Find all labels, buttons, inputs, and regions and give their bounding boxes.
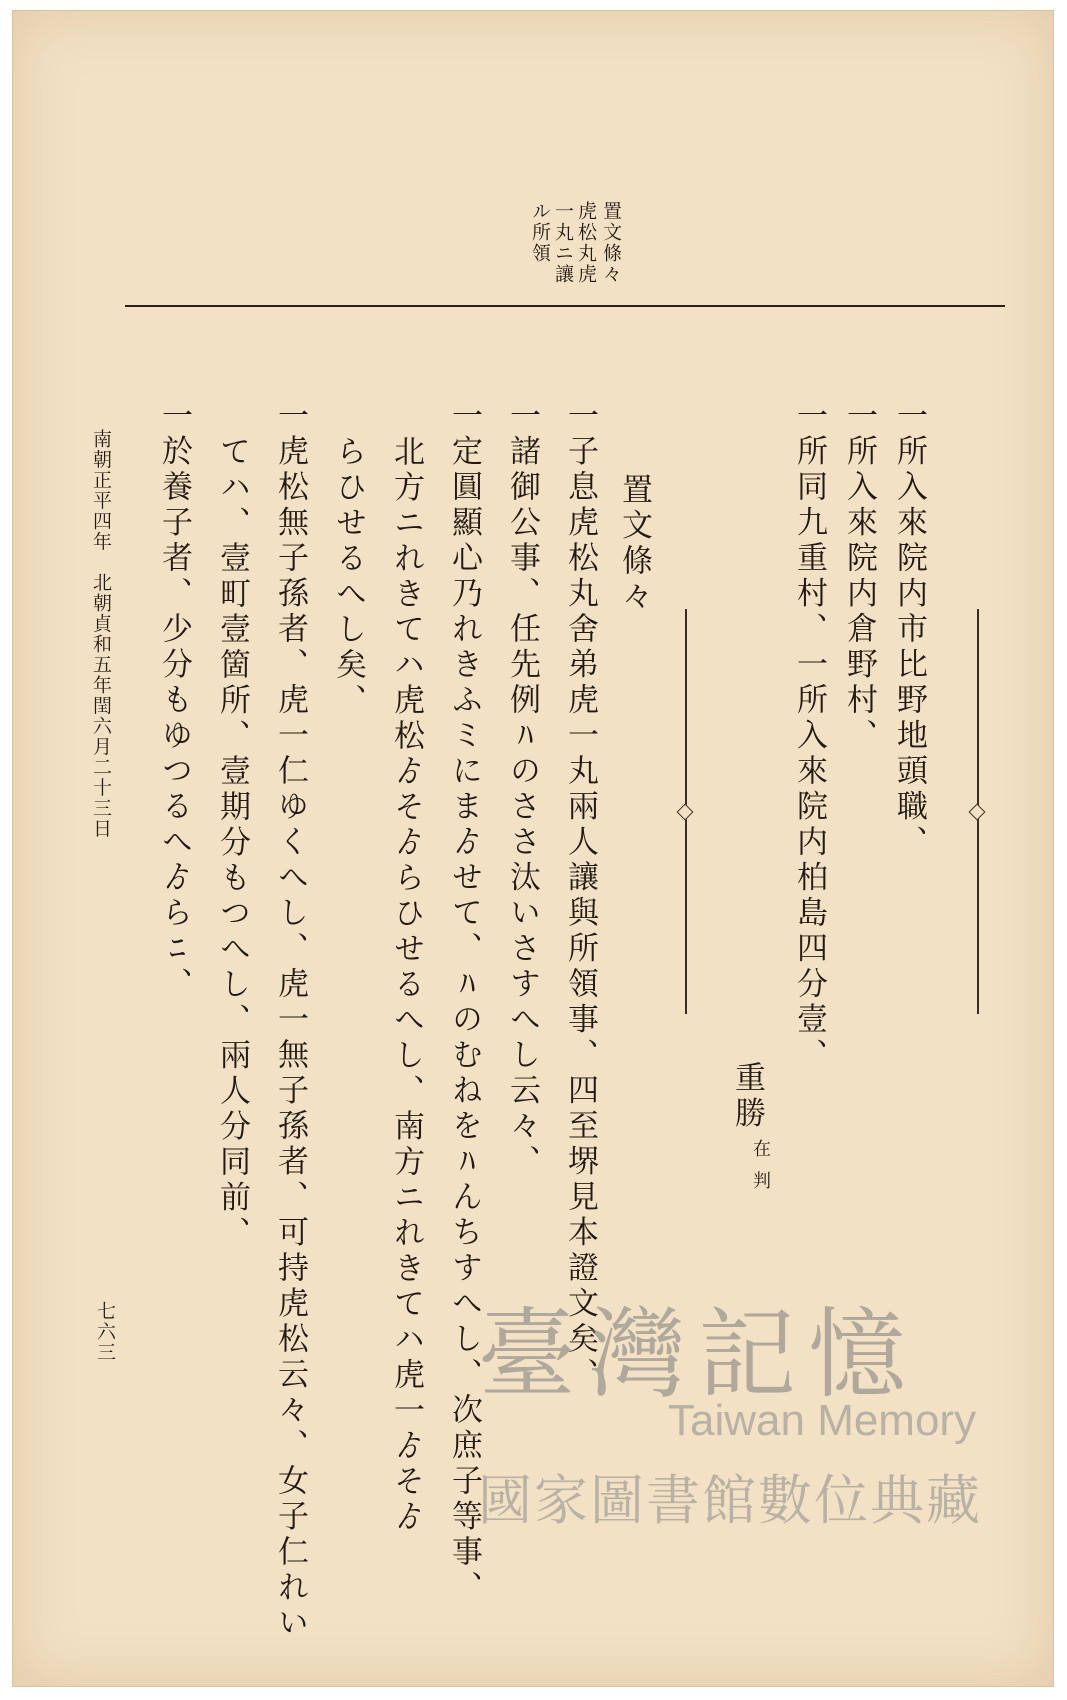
- divider-ornament-left: [677, 804, 694, 821]
- body-line-6: 一虎松無子孫者、虎一仁ゆくへし、虎一無子孫者、可持虎松云々、女子仁れい: [272, 399, 308, 1642]
- body-line-7: てハ、壹町壹箇所、壹期分もつへし、兩人分同前、: [214, 435, 250, 1252]
- divider-ornament-right: [969, 804, 986, 821]
- watermark: [478, 1276, 1038, 1556]
- watermark-org: 國家圖書館數位典藏: [478, 1469, 982, 1532]
- running-header-subtitle-b: 一丸ニ讓: [552, 201, 574, 285]
- document-page: [12, 10, 1054, 1687]
- section-title: 置文條々: [616, 473, 652, 615]
- body-line-3: 一定圓顯心乃れきふミにまゟせて、ﾊのむねをﾊんちすへし、次庶子等事、: [446, 399, 482, 1606]
- body-line-8: 一於養子者、少分もゆつるへゟらﾆ、: [156, 399, 192, 1003]
- page-number: 七六三: [94, 1301, 116, 1363]
- running-header-subtitle-a: 虎松丸虎: [575, 201, 597, 285]
- running-header-subtitle-c: ル所領: [529, 201, 551, 264]
- property-line-3: 一所同九重村、一所入來院内柏島四分壹、: [791, 399, 827, 1074]
- property-line-1: 一所入來院内市比野地頭職、: [891, 399, 927, 861]
- signatory-seal: 在判: [750, 1139, 771, 1203]
- body-line-2: 一諸御公事、任先例ﾊのささ汰いさすへし云々、: [504, 399, 540, 1180]
- body-line-4: 北方ニれきてハ虎松ゟそゟらひせるへし、南方ニれきてハ虎一ゟそゟ: [388, 435, 424, 1536]
- property-line-2: 一所入來院内倉野村、: [841, 399, 877, 754]
- date-line: 南朝正平四年 北朝貞和五年閏六月二十三日: [90, 429, 112, 839]
- header-rule: [125, 305, 1005, 307]
- body-line-1: 一子息虎松丸舍弟虎一丸兩人讓與所領事、四至堺見本證文矣、: [562, 399, 598, 1393]
- running-header-title: 置文條々: [600, 201, 622, 285]
- body-line-5: らひせるへし矣、: [330, 435, 366, 719]
- signatory-name: 重勝: [729, 1061, 765, 1132]
- watermark-english: Taiwan Memory: [668, 1396, 977, 1445]
- watermark-title: 臺灣記憶: [478, 1298, 919, 1412]
